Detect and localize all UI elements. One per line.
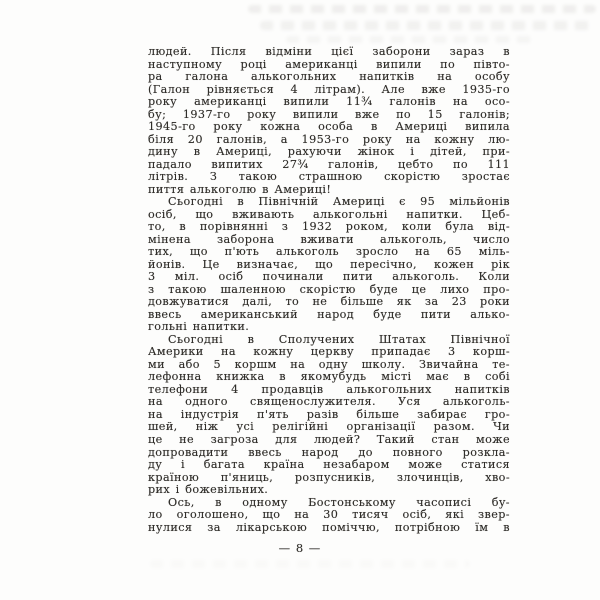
text-line: Америки на кожну церкву припадає 3 корш-: [148, 345, 510, 359]
text-line: наступному році американці випили по півто-: [148, 57, 510, 71]
page-text-block: [148, 46, 510, 534]
text-line: ду і багата країна незабаром може статися: [148, 458, 510, 472]
text-line: Сьогодні в Північній Америці є 95 мільйонів: [168, 195, 510, 209]
text-line: з такою шаленною скорістю буде це лихо про-: [148, 282, 510, 296]
text-line: лефонна книжка в якомубудь місті має в собі: [148, 370, 510, 384]
text-line: людей. Після відміни цієї заборони зараз в: [148, 45, 510, 58]
text-line: на одного священослужителя. Уся алькоголь-: [148, 395, 510, 409]
page-number: — 8 —: [278, 541, 322, 555]
bleed-through-smudge: [260, 21, 590, 30]
text-line: 3 міл. осіб починали пити алькоголь. Коли: [148, 270, 510, 284]
text-line: довжуватися далі, то не більше як за 23 роки: [148, 295, 510, 309]
text-line: то, в порівнянні з 1932 роком, коли була від-: [148, 220, 510, 234]
bleed-through-smudge: [150, 560, 470, 568]
text-line: телефони 4 продавців алькогольних напитків: [148, 382, 510, 396]
text-line: біля 20 галонів, а 1953-го року на кожну лю-: [148, 132, 510, 146]
text-line: дину в Америці, рахуючи жінок і дітей, при-: [148, 145, 510, 159]
text-line: ввесь американський народ буде пити алько-: [148, 307, 510, 321]
text-line: (Галон рівняється 4 літрам). Але вже 1935-го: [148, 82, 510, 96]
text-line: ра галона алькогольних напитків на особу: [148, 70, 510, 84]
text-line: ло оголошено, що на 30 тисяч осіб, які звер-: [148, 508, 510, 522]
text-line: Ось, в одному Бостонському часописі бу-: [168, 495, 510, 509]
text-line: пиття алькоголю в Америці!: [148, 182, 332, 196]
text-line: шей, ніж усі релігійні організації разом. Чи: [148, 420, 510, 434]
text-line: допровадити ввесь народ до повного розкла-: [148, 445, 510, 459]
text-line: літрів. З такою страшною скорістю зростає: [148, 170, 510, 184]
bleed-through-smudge: [248, 5, 596, 13]
text-line: мінена заборона вживати алькоголь, число: [148, 232, 510, 246]
text-line: це не загроза для людей? Такий стан може: [148, 432, 510, 446]
text-line: осіб, що вживають алькогольні напитки. Цеб-: [148, 207, 510, 221]
text-line: рих і божевільних.: [148, 483, 269, 497]
text-line: на індустрія п'ять разів більше забирає гро-: [148, 407, 510, 421]
text-line: падало випитих 27¾ галонів, цебто по 111: [148, 157, 510, 171]
text-line: йонів. Це визначає, що пересічно, кожен рік: [148, 257, 510, 271]
text-line: 1945-го року кожна особа в Америці випила: [148, 120, 510, 134]
text-line: року американці випили 11¾ галонів на осо-: [148, 95, 510, 109]
text-line: тих, що п'ють алькоголь зросло на 65 міль-: [148, 245, 510, 259]
text-line: гольні напитки.: [148, 320, 250, 334]
text-line: Сьогодні в Сполучених Штатах Північної: [168, 332, 510, 346]
text-line: нулися за лікарською поміччю, потрібною їм в: [148, 520, 510, 534]
text-line: країною п'яниць, розпусників, злочинців, хво-: [148, 470, 510, 484]
text-line: бу; 1937-го року випили вже по 15 галонів;: [148, 107, 510, 121]
text-line: ми або 5 коршм на одну школу. Звичайна те-: [148, 357, 510, 371]
bleed-through-smudge: [286, 36, 536, 43]
